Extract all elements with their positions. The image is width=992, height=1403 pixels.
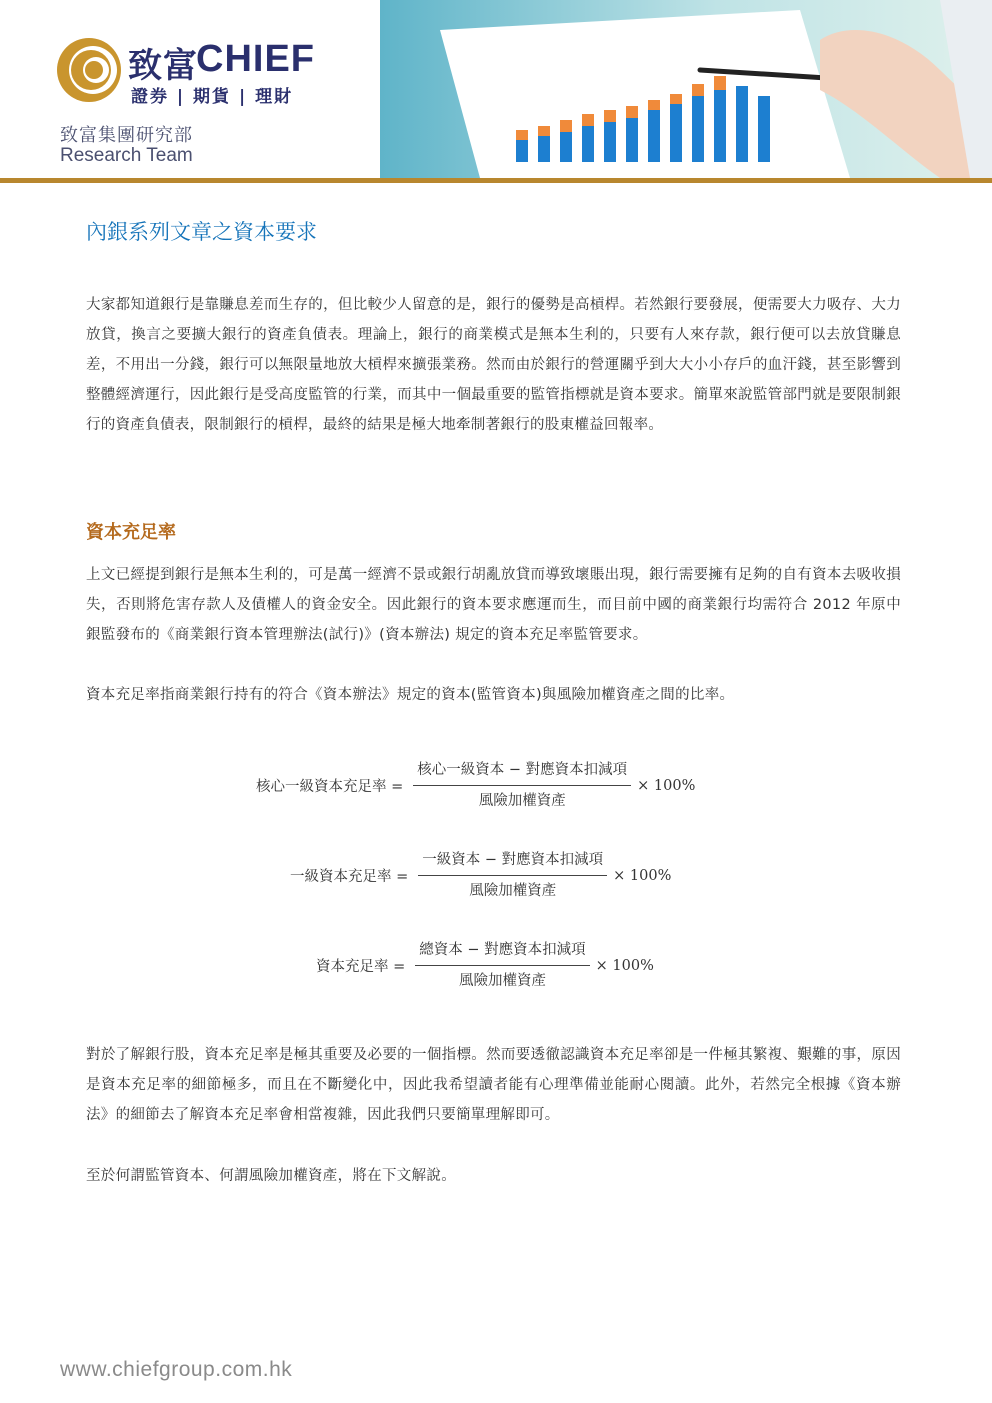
header-divider [0,178,992,183]
formula-core-tier1 [256,757,695,814]
formula-denominator: 風險加權資產 [469,883,557,899]
formula-denominator: 風險加權資產 [458,973,546,989]
paragraph-importance: 對於了解銀行股，資本充足率是極其重要及必要的一個指標。然而要透徹認識資本充足率卻是一件極其繁複、艱難的事，原因是資本充足率的細節極多，而且在不斷變化中，因此我希望讀者能有心理準備並能耐心閱讀。此外，若然完全根據《資本辦法》的細節去了解資本充足率會相當複雜，因此我們只要簡單理解即可。 [86,1047,901,1123]
formula-numerator: 總資本 − 對應資本扣減項 [419,942,586,958]
article-title: 內銀系列文章之資本要求 [86,220,317,244]
fraction-bar [413,785,631,786]
brand-name-chinese: 致富 [128,46,198,86]
section-title: 資本充足率 [86,522,176,543]
paragraph-definition: 資本充足率指商業銀行持有的符合《資本辦法》規定的資本(監管資本)與風險加權資產之間的比率。 [86,687,735,703]
formula-tier1 [290,847,671,904]
formula-multiplier: × 100% [595,957,654,974]
formula-denominator: 風險加權資產 [478,793,566,809]
formula-fraction [413,757,631,814]
formula-multiplier: × 100% [637,777,696,794]
banner-chart-image [380,0,992,178]
formula-lhs: 資本充足率 = [316,959,406,975]
formula-multiplier: × 100% [613,867,672,884]
formula-fraction [415,937,589,994]
brand-name-english: CHIEF [196,38,315,80]
chief-logo-icon [55,36,123,104]
formula-fraction [418,847,607,904]
paragraph-next: 至於何謂監管資本、何謂風險加權資產，將在下文解說。 [86,1168,456,1184]
report-header [0,0,992,184]
formula-total-capital [316,937,654,994]
fraction-bar [418,875,607,876]
formula-numerator: 一級資本 − 對應資本扣減項 [422,852,604,868]
research-dept-chinese: 致富集團研究部 [60,125,193,146]
formula-lhs: 核心一級資本充足率 = [256,779,404,795]
footer-website-link[interactable]: www.chiefgroup.com.hk [60,1358,293,1381]
fraction-bar [415,965,589,966]
formula-numerator: 核心一級資本 − 對應資本扣減項 [417,762,628,778]
paragraph-intro: 大家都知道銀行是靠賺息差而生存的，但比較少人留意的是，銀行的優勢是高槓桿。若然銀行要發展，便需要大力吸存、大力放貸，換言之要擴大銀行的資產負債表。理論上，銀行的商業模式是無本生利的，只要有人來存款，銀行便可以去放貸賺息差，不用出一分錢，銀行可以無限量地放大槓桿來擴張業務。然而由於銀行的營運關乎到大大小小存戶的血汗錢，甚至影響到整體經濟運行，因此銀行是受高度監管的行業，而其中一個最重要的監管指標就是資本要求。簡單來說監管部門就是要限制銀行的資產負債表，限制銀行的槓桿，最終的結果是極大地牽制著銀行的股東權益回報率。 [86,297,901,433]
formula-lhs: 一級資本充足率 = [290,869,409,885]
research-dept-english: Research Team [60,145,193,166]
brand-tagline: 證券 | 期貨 | 理財 [131,87,294,107]
paragraph-capital-requirement: 上文已經提到銀行是無本生利的，可是萬一經濟不景或銀行胡亂放貸而導致壞賬出現，銀行需要擁有足夠的自有資本去吸收損失，否則將危害存款人及債權人的資金安全。因此銀行的資本要求應運而生，而目前中國的商業銀行均需符合 2012 年原中銀監發布的《商業銀行資本管理辦法(試行)》(資本辦法) 規定的資本充足率監管要求。 [86,567,901,643]
